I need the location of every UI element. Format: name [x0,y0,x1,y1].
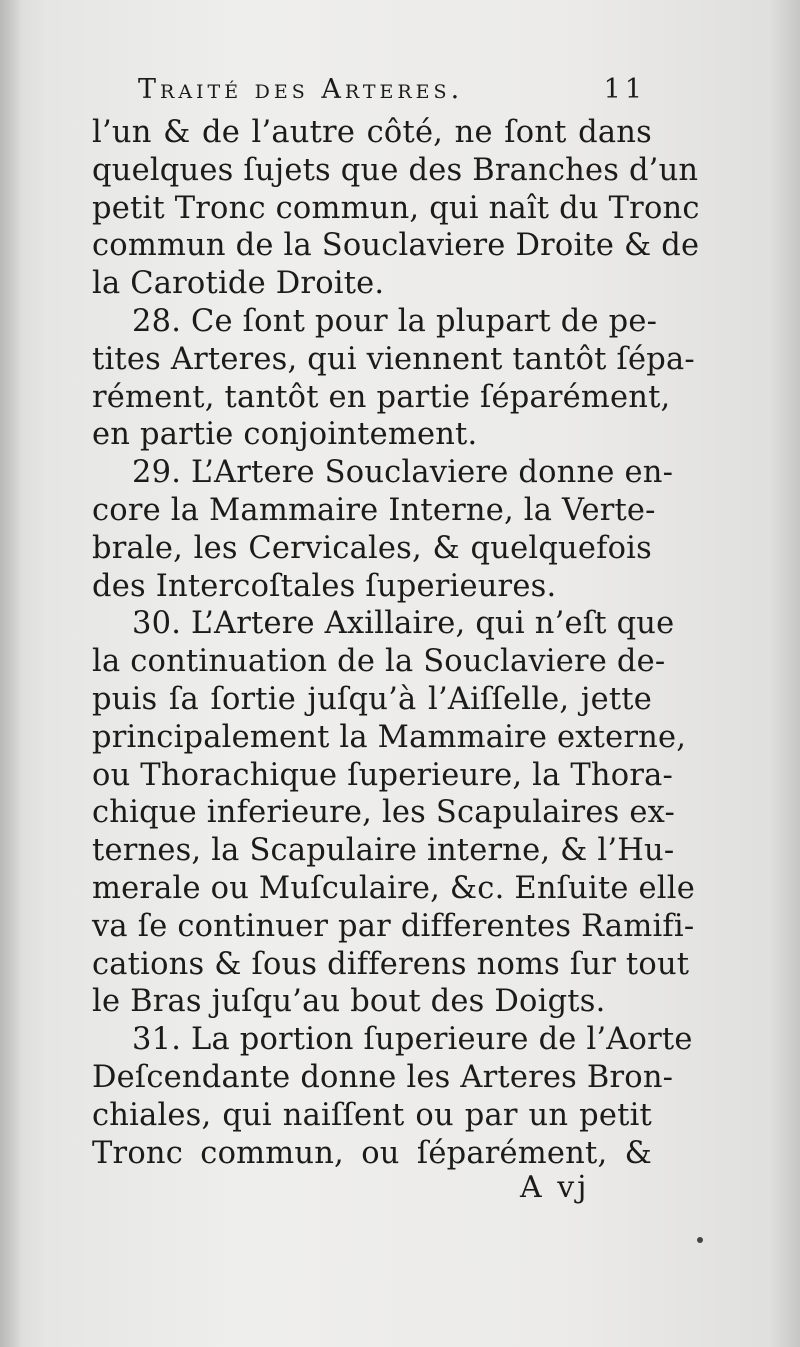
text-line: chiales, qui naiſſent ou par un petit [92,1097,652,1133]
text-line: 31. La portion ſuperieure de l’Aorte [132,1022,693,1058]
running-head [92,70,652,114]
text-line: quelques ſujets que des Branches d’un [92,152,699,188]
text-line: ou Thorachique ſuperieure, la Thora- [92,757,674,793]
text-line: principalement la Mammaire externe, [92,719,687,755]
text-line: le Bras juſqu’au bout des Doigts. [92,984,606,1020]
text-line: tites Arteres, qui viennent tantôt ſépa- [92,341,695,377]
text-line: rément, tantôt en partie ſéparément, [92,379,671,415]
text-line: puis ſa ſortie juſqu’à l’Aiſſelle, jette [92,681,652,717]
text-line: chique inferieure, les Scapulaires ex- [92,795,675,831]
page-gutter-shadow [0,0,22,1347]
page-edge-shadow [770,0,800,1347]
text-line: petit Tronc commun, qui naît du Tronc [92,190,700,226]
page-number: 11 [603,74,646,105]
text-line: en partie conjointement. [92,417,478,453]
text-line: brale, les Cervicales, & quelquefois [92,530,652,566]
text-line: Tronc commun, ou ſéparément, & [92,1135,652,1171]
text-line: core la Mammaire Interne, la Verte- [92,492,656,528]
text-line: 30. L’Artere Axillaire, qui n’eſt que [132,606,675,642]
text-block [92,70,700,1172]
text-line: ternes, la Scapulaire interne, & l’Hu- [92,833,675,869]
ink-speck [697,1237,703,1243]
running-title: Traité des Arteres. [138,74,464,105]
text-line: cations & ſous differens noms ſur tout [92,946,690,982]
text-line: 28. Ce ſont pour la plupart de pe- [132,303,658,339]
text-line: l’un & de l’autre côté, ne ſont dans [92,115,652,150]
body-text [92,114,700,1172]
text-line: des Intercoſtales ſuperieures. [92,568,557,604]
text-line: la continuation de la Souclaviere de- [92,644,666,680]
text-line: la Carotide Droite. [92,266,385,302]
signature-mark: A vj [520,1170,590,1205]
text-line: merale ou Muſculaire, &c. Enſuite elle [92,870,695,906]
text-line: 29. L’Artere Souclaviere donne en- [132,455,674,491]
text-line: va ſe continuer par differentes Ramifi- [92,908,695,944]
text-line: Deſcendante donne les Arteres Bron- [92,1059,674,1095]
text-line: commun de la Souclaviere Droite & de [92,228,700,264]
